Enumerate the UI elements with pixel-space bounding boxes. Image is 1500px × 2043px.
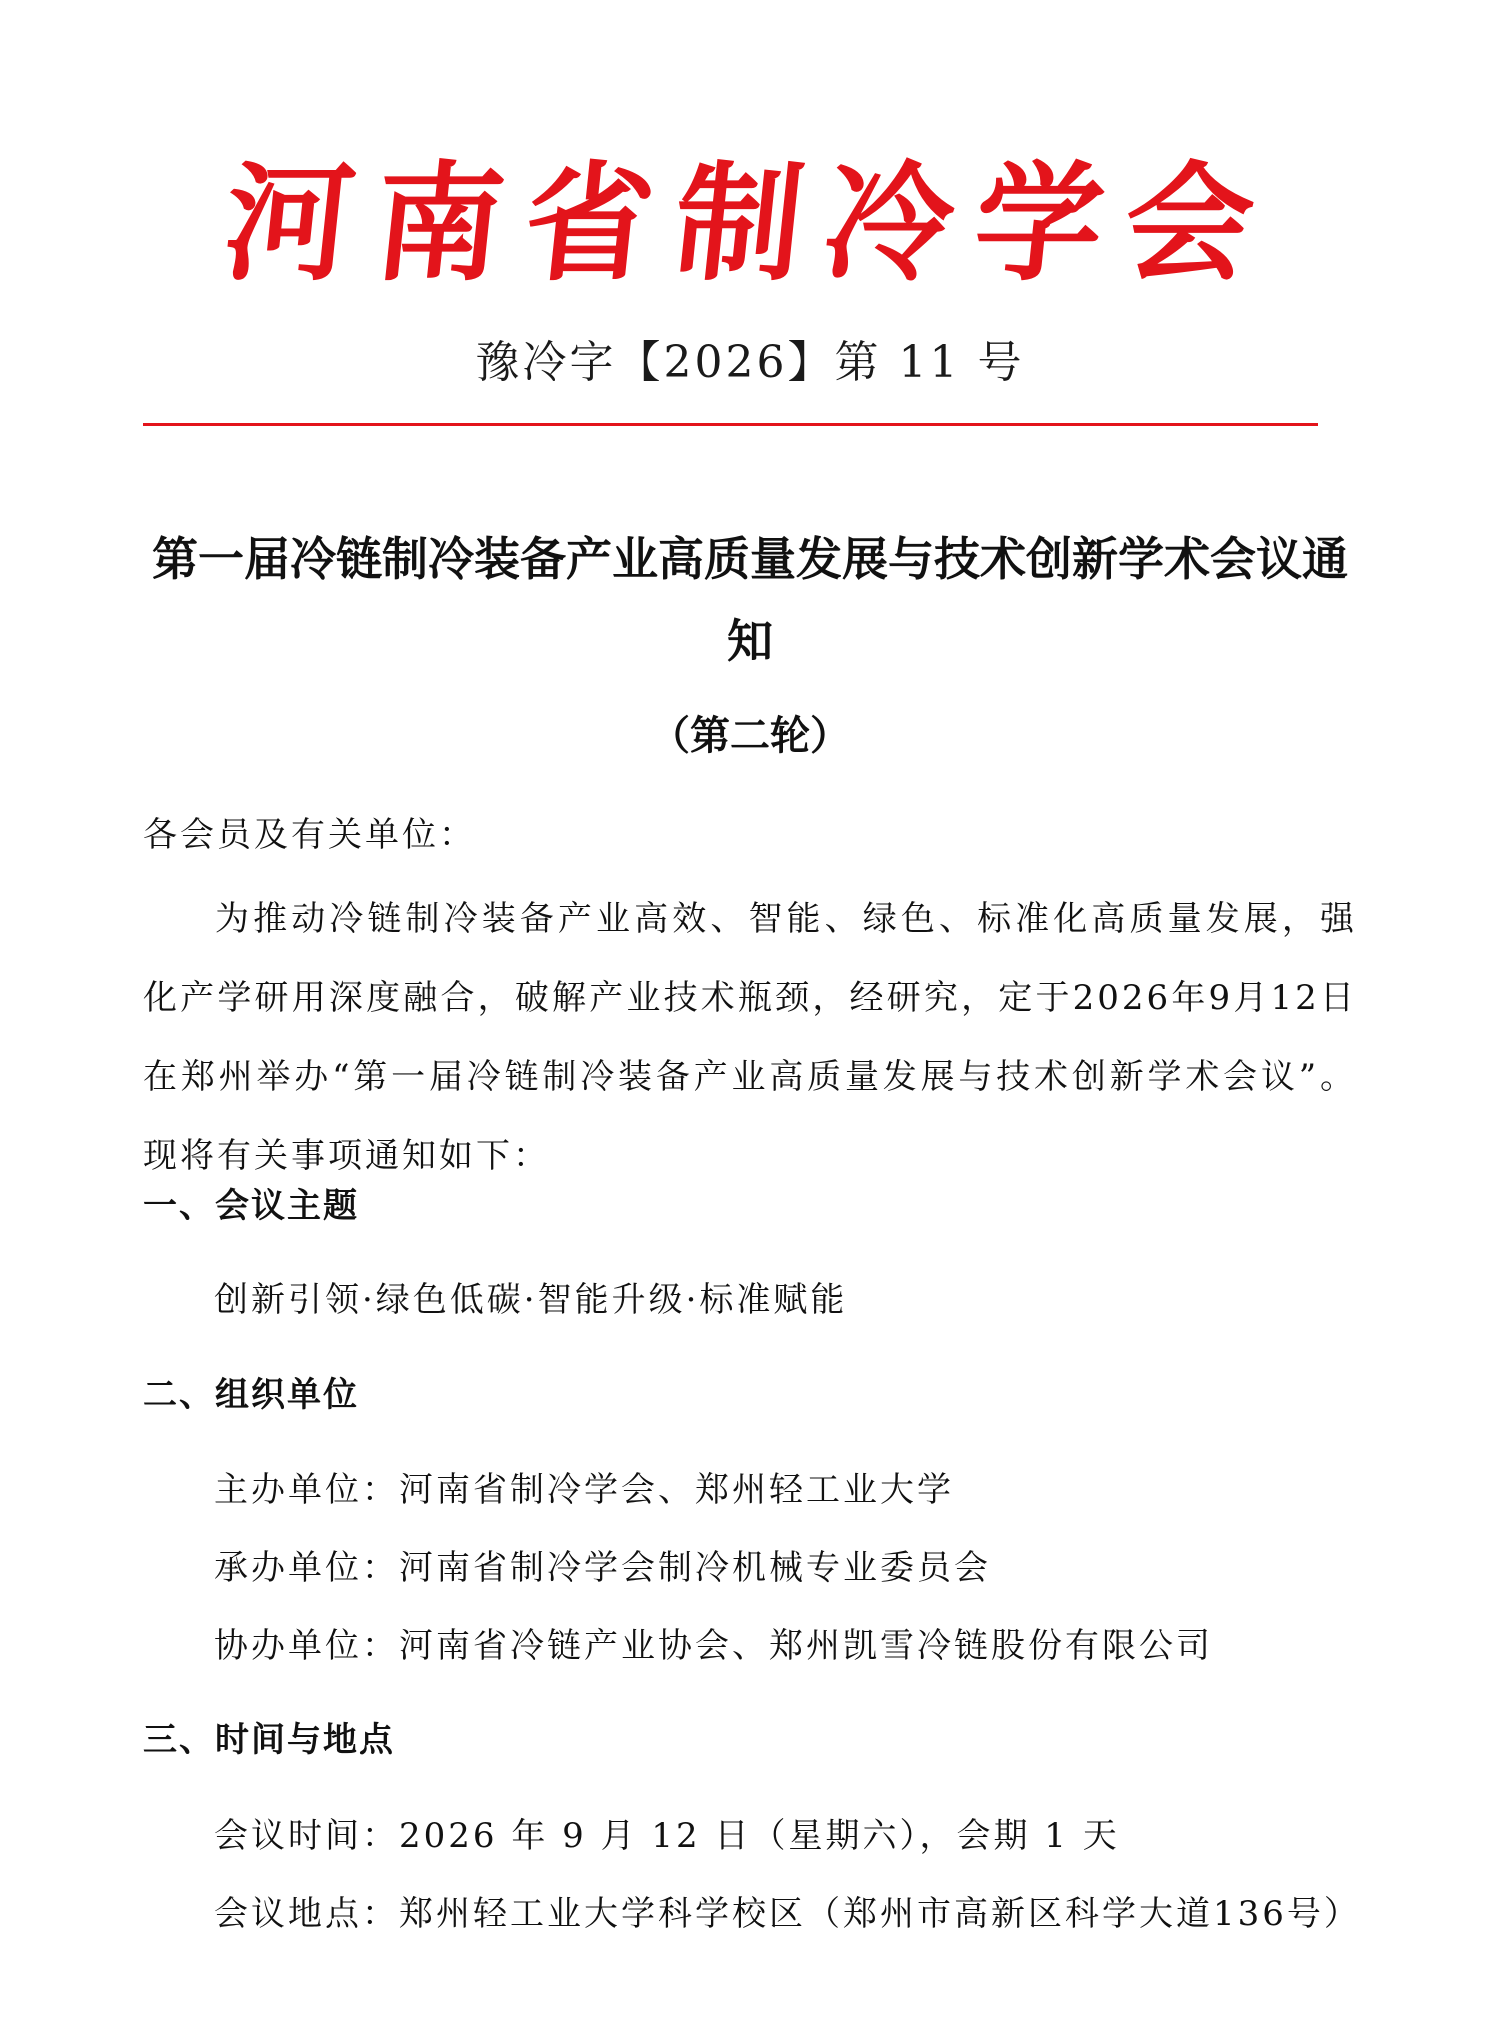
notice-title: 第一届冷链制冷装备产业高质量发展与技术创新学术会议通知 (152, 532, 1348, 668)
section-heading-time-place: 三、时间与地点 (143, 1720, 395, 1760)
theme-content: 创新引领·绿色低碳·智能升级·标准赋能 (214, 1280, 848, 1320)
red-divider-line (143, 423, 1318, 426)
co-organizer: 协办单位：河南省冷链产业协会、郑州凯雪冷链股份有限公司 (214, 1626, 1213, 1666)
section-heading-theme: 一、会议主题 (143, 1186, 359, 1226)
document-number: 豫冷字【2026】第 11 号 (475, 337, 1025, 388)
section-heading-organizers: 二、组织单位 (143, 1375, 359, 1415)
org-name-header: 河南省制冷学会 (217, 150, 1283, 299)
undertaking-organizer: 承办单位：河南省制冷学会制冷机械专业委员会 (214, 1548, 991, 1588)
host-organizer: 主办单位：河南省制冷学会、郑州轻工业大学 (214, 1470, 954, 1510)
intro-paragraph: 为推动冷链制冷装备产业高效、智能、绿色、标准化高质量发展，强化产学研用深度融合，破解产业技术瓶颈，经研究，定于2026年9月12日在郑州举办“第一届冷链制冷装备产业高质量发展与技术创新学术会议”。现将有关事项通知如下： (143, 899, 1357, 1176)
meeting-time: 会议时间：2026 年 9 月 12 日（星期六），会期 1 天 (214, 1816, 1120, 1856)
meeting-place: 会议地点：郑州轻工业大学科学校区（郑州市高新区科学大道136号） (214, 1894, 1361, 1934)
notice-round: （第二轮） (650, 713, 850, 759)
salutation: 各会员及有关单位： (143, 815, 476, 855)
